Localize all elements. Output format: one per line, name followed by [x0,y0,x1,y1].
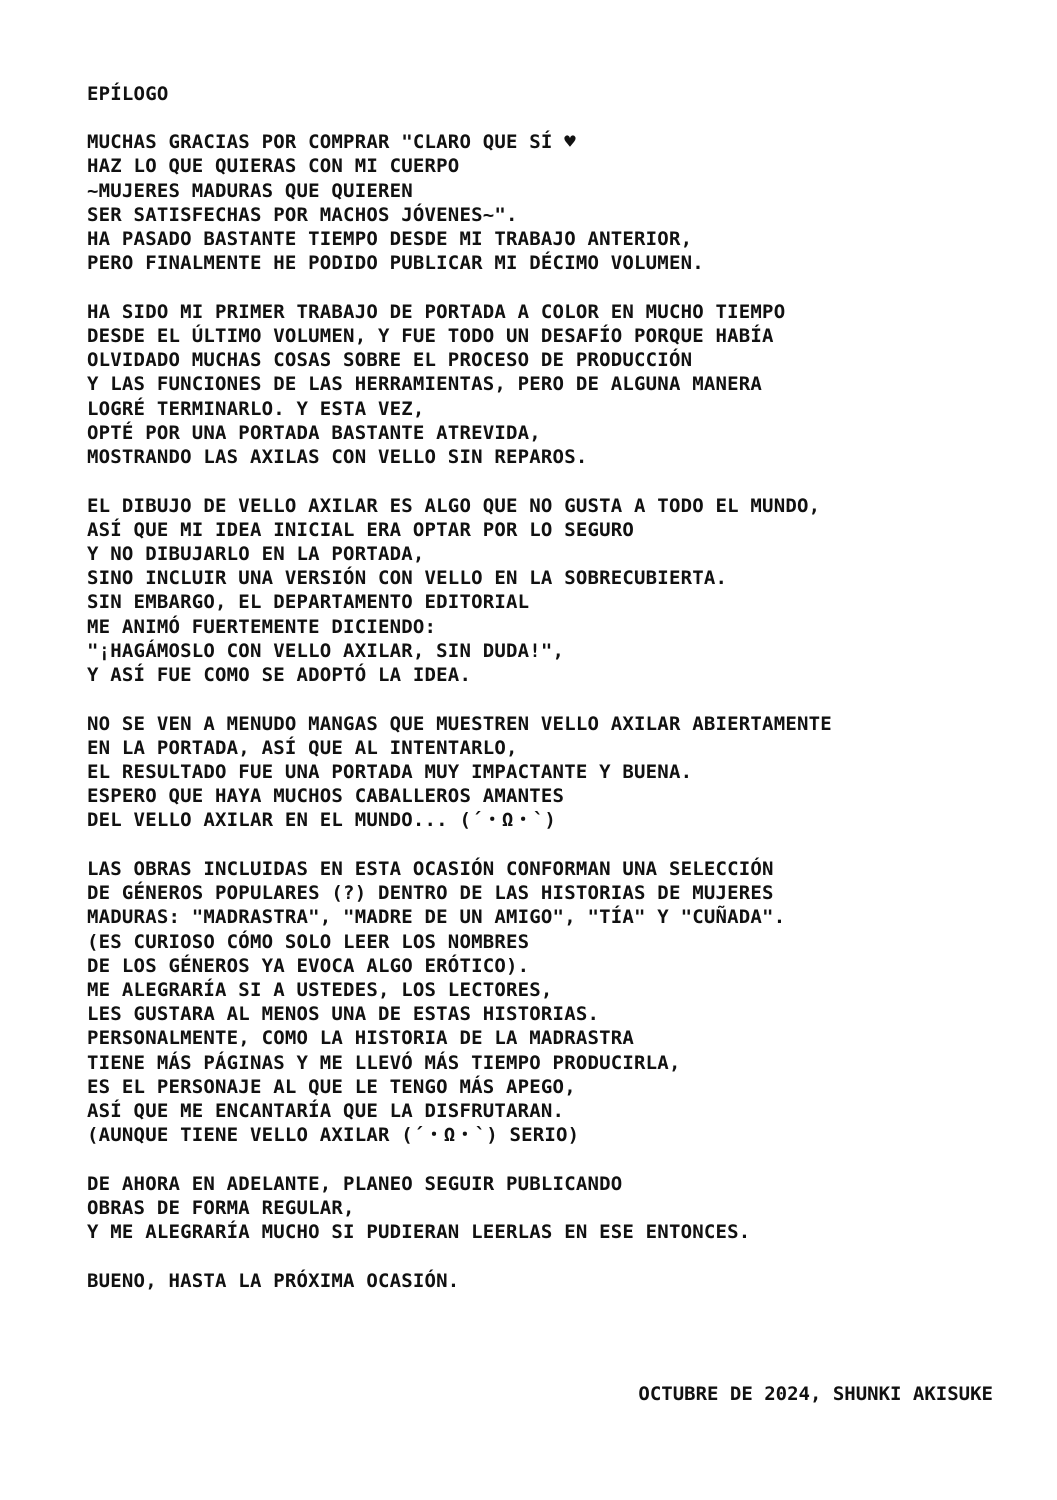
text-line: DESDE EL ÚLTIMO VOLUMEN, Y FUE TODO UN DESAFÍO PORQUE HABÍA [87,325,774,347]
text-line: EL RESULTADO FUE UNA PORTADA MUY IMPACTANTE Y BUENA. [87,761,693,783]
text-line: Y ME ALEGRARÍA MUCHO SI PUDIERAN LEERLAS EN ESE ENTONCES. [87,1221,751,1244]
text-line: BUENO, HASTA LA PRÓXIMA OCASIÓN. [87,1269,460,1292]
text-line: SIN EMBARGO, EL DEPARTAMENTO EDITORIAL [87,591,530,614]
paragraph-cover [87,300,1027,469]
text-line: "¡HAGÁMOSLO CON VELLO AXILAR, SIN DUDA!", [87,639,565,662]
text-line: (ES CURIOSO CÓMO SOLO LEER LOS NOMBRES [87,930,530,953]
text-line: SER SATISFECHAS POR MACHOS JÓVENES~". [87,203,518,226]
text-line: ~MUJERES MADURAS QUE QUIEREN [87,179,413,202]
text-line: LOGRÉ TERMINARLO. Y ESTA VEZ, [87,397,425,420]
paragraph-works [87,857,1027,1147]
text-line: OLVIDADO MUCHAS COSAS SOBRE EL PROCESO DE PRODUCCIÓN [87,349,693,372]
text-line: ME ANIMÓ FUERTEMENTE DICIENDO: [87,615,437,638]
text-line: DEL VELLO AXILAR EN EL MUNDO... (´・Ω・`) [87,809,557,832]
text-line: TIENE MÁS PÁGINAS Y ME LLEVÓ MÁS TIEMPO PRODUCIRLA, [87,1051,681,1074]
text-line: NO SE VEN A MENUDO MANGAS QUE MUESTREN VELLO AXILAR ABIERTAMENTE [87,712,832,735]
text-line: OBRAS DE FORMA REGULAR, [87,1197,355,1219]
text-line: PERO FINALMENTE HE PODIDO PUBLICAR MI DÉCIMO VOLUMEN. [87,252,704,275]
paragraph-thanks [87,130,1027,275]
text-line: LES GUSTARA AL MENOS UNA DE ESTAS HISTORIAS. [87,1003,600,1026]
paragraph-impact [87,712,1027,833]
text-line: MUCHAS GRACIAS POR COMPRAR "CLARO QUE SÍ ♥ [87,131,576,154]
paragraph-farewell [87,1269,1027,1293]
text-line: PERSONALMENTE, COMO LA HISTORIA DE LA MADRASTRA [87,1027,635,1050]
text-line: HAZ LO QUE QUIERAS CON MI CUERPO [87,155,460,178]
page-title: EPÍLOGO [87,83,169,105]
text-line: Y NO DIBUJARLO EN LA PORTADA, [87,543,425,565]
text-line: OPTÉ POR UNA PORTADA BASTANTE ATREVIDA, [87,421,541,444]
text-line: SINO INCLUIR UNA VERSIÓN CON VELLO EN LA SOBRECUBIERTA. [87,567,728,590]
text-line: ESPERO QUE HAYA MUCHOS CABALLEROS AMANTES [87,785,565,808]
text-line: Y LAS FUNCIONES DE LAS HERRAMIENTAS, PERO DE ALGUNA MANERA [87,373,763,396]
text-line: HA PASADO BASTANTE TIEMPO DESDE MI TRABAJO ANTERIOR, [87,227,693,250]
text-line: LAS OBRAS INCLUIDAS EN ESTA OCASIÓN CONFORMAN UNA SELECCIÓN [87,858,774,881]
text-line: Y ASÍ FUE COMO SE ADOPTÓ LA IDEA. [87,663,472,686]
paragraph-future [87,1172,1027,1245]
text-line: DE LOS GÉNEROS YA EVOCA ALGO ERÓTICO). [87,954,530,977]
text-line: HA SIDO MI PRIMER TRABAJO DE PORTADA A COLOR EN MUCHO TIEMPO [87,300,786,323]
text-line: MOSTRANDO LAS AXILAS CON VELLO SIN REPAROS. [87,445,588,468]
paragraph-editorial [87,494,1027,688]
text-line: DE AHORA EN ADELANTE, PLANEO SEGUIR PUBLICANDO [87,1172,623,1195]
text-line: ME ALEGRARÍA SI A USTEDES, LOS LECTORES, [87,979,553,1001]
author-signature: OCTUBRE DE 2024, SHUNKI AKISUKE [638,1383,993,1405]
text-line: ASÍ QUE ME ENCANTARÍA QUE LA DISFRUTARAN. [87,1099,565,1122]
text-line: ES EL PERSONAJE AL QUE LE TENGO MÁS APEGO, [87,1075,576,1098]
text-line: EL DIBUJO DE VELLO AXILAR ES ALGO QUE NO GUSTA A TODO EL MUNDO, [87,494,821,517]
text-line: MADURAS: "MADRASTRA", "MADRE DE UN AMIGO", "TÍA" Y "CUÑADA". [87,906,786,929]
text-line: EN LA PORTADA, ASÍ QUE AL INTENTARLO, [87,736,518,759]
text-line: (AUNQUE TIENE VELLO AXILAR (´・Ω・`) SERIO) [87,1124,580,1147]
epilogue-text [87,82,1027,1318]
text-line: DE GÉNEROS POPULARES (?) DENTRO DE LAS HISTORIAS DE MUJERES [87,882,774,905]
text-line: ASÍ QUE MI IDEA INICIAL ERA OPTAR POR LO SEGURO [87,518,635,541]
